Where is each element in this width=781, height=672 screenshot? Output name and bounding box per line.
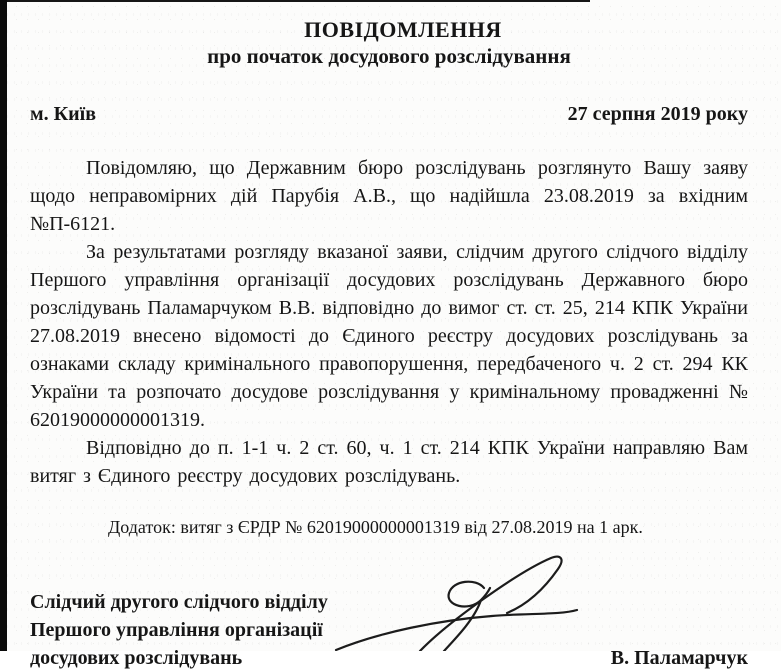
scan-edge-bar: [0, 0, 7, 651]
paragraph-registration: За результатами розгляду вказаної заяви, слідчим другого слідчого відділу Першого управління організації досудових розслідувань Державного бюро розслідувань Паламарчуком В.В. відповідно до вимог ст. ст. 25, 214 КПК України 27.08.2019 внесено відомості до Єдиного реєстру досудових розслідувань за ознаками складу кримінального правопорушення, передбаченого ч. 2 ст. 294 КК України та розпочато досудове розслідування у кримінальному провадженні № 62019000000001319.: [30, 241, 748, 431]
place-date-row: [30, 100, 748, 128]
document-place: м. Київ: [30, 103, 97, 125]
paragraph-extract: Відповідно до п. 1-1 ч. 2 ст. 60, ч. 1 ст. 214 КПК України направляю Вам витяг з Єдиного реєстру досудових розслідувань.: [30, 437, 748, 487]
paragraph-intake: Повідомляю, що Державним бюро розслідувань розглянуто Вашу заяву щодо неправомірних дій Парубія А.В., що надійшла 23.08.2019 за вхідним №П-6121.: [30, 157, 748, 235]
signer-position-line: Першого управління організації: [30, 619, 323, 641]
attachment-line: Додаток: витяг з ЄРДР № 62019000000001319 від 27.08.2019 на 1 арк.: [108, 517, 643, 537]
document-content: [30, 16, 748, 672]
signer-name: В. Паламарчук: [610, 647, 748, 669]
document-title: ПОВІДОМЛЕННЯ: [304, 17, 502, 42]
signature-block: [30, 588, 748, 672]
document-body: [30, 154, 748, 490]
scan-edge-line: [7, 0, 590, 2]
signer-position-line: Слідчий другого слідчого відділу: [30, 591, 328, 613]
signer-position-line: досудових розслідувань: [30, 647, 243, 669]
signer-position: [30, 588, 328, 672]
document-date: 27 серпня 2019 року: [567, 103, 748, 125]
document-subtitle: про початок досудового розслідування: [207, 44, 571, 68]
